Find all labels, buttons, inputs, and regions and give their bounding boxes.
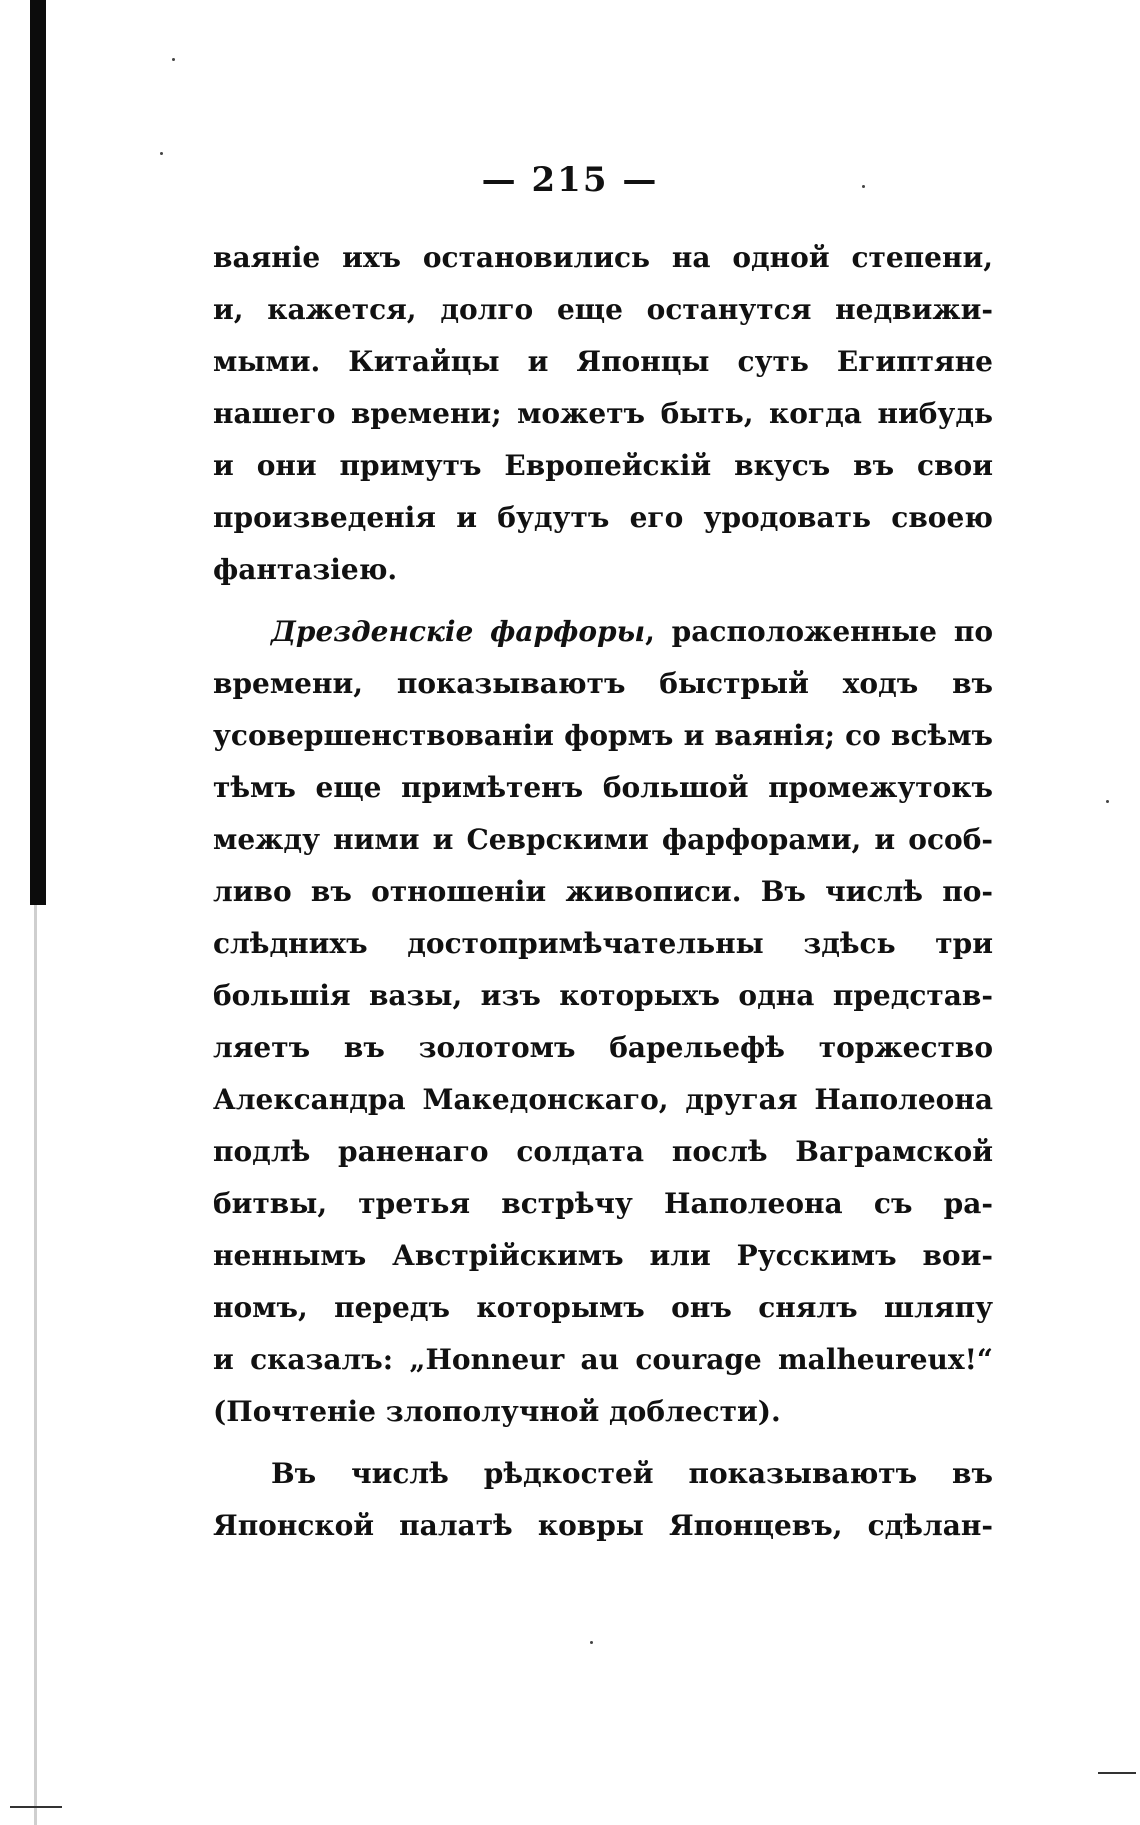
binding-edge-shadow [34,905,37,1825]
text-line: фантазіею. [213,553,398,586]
paragraph-3 [213,1448,993,1552]
paragraph-2 [213,606,993,1438]
text-line: нашего времени; можетъ быть, когда нибудь [213,397,993,430]
text-line: тѣмъ еще примѣтенъ большой промежутокъ [213,771,993,804]
text-line: произведенія и будутъ его уродовать своею [213,501,993,534]
text-line: Японской палатѣ ковры Японцевъ, сдѣлан- [213,1509,993,1542]
text-line: ляетъ въ золотомъ барельефѣ торжество [213,1031,993,1064]
binding-edge [30,0,46,905]
text-line: времени, показываютъ быстрый ходъ въ [213,667,993,700]
text-line: неннымъ Австрійскимъ или Русскимъ вои- [213,1239,993,1272]
paragraph-1 [213,232,993,596]
text-line: (Почтеніе злополучной доблести). [213,1395,781,1428]
text-line: ливо въ отношеніи живописи. Въ числѣ по- [213,875,993,908]
lead-rest-text: , расположенные по [645,615,993,648]
text-line: подлѣ раненаго солдата послѣ Ваграмской [213,1135,993,1168]
bottom-rule-left [10,1806,62,1808]
italic-lead-text: Дрезденскіе фарфоры [271,615,646,648]
text-line: и они примутъ Европейскій вкусъ въ свои [213,449,993,482]
print-speck [160,152,163,155]
text-line: и, кажется, долго еще останутся недвижи- [213,293,993,326]
text-line: Александра Македонскаго, другая Наполеона [213,1083,993,1116]
paragraph-lead-line [213,606,993,658]
text-line: битвы, третья встрѣчу Наполеона съ ра- [213,1187,993,1220]
print-speck [590,1641,593,1644]
text-line: между ними и Севрскими фарфорами, и особ- [213,823,993,856]
text-line: большія вазы, изъ которыхъ одна представ- [213,979,993,1012]
page-number: — 215 — [481,160,659,200]
bottom-rule-right [1098,1772,1136,1774]
body-text [213,232,993,1552]
text-line: и сказалъ: „Honneur au courage malheureux!“ [213,1343,993,1376]
text-line: мыми. Китайцы и Японцы суть Египтяне [213,345,993,378]
text-line: слѣднихъ достопримѣчательны здѣсь три [213,927,993,960]
text-line: усовершенствованіи формъ и ваянія; со всѣмъ [213,719,993,752]
text-line: ваяніе ихъ остановились на одной степени, [213,241,993,274]
print-speck [172,58,175,61]
text-line: номъ, передъ которымъ онъ снялъ шляпу [213,1291,993,1324]
text-line: Въ числѣ рѣдкостей показываютъ въ [271,1457,993,1490]
print-speck [1106,800,1109,803]
